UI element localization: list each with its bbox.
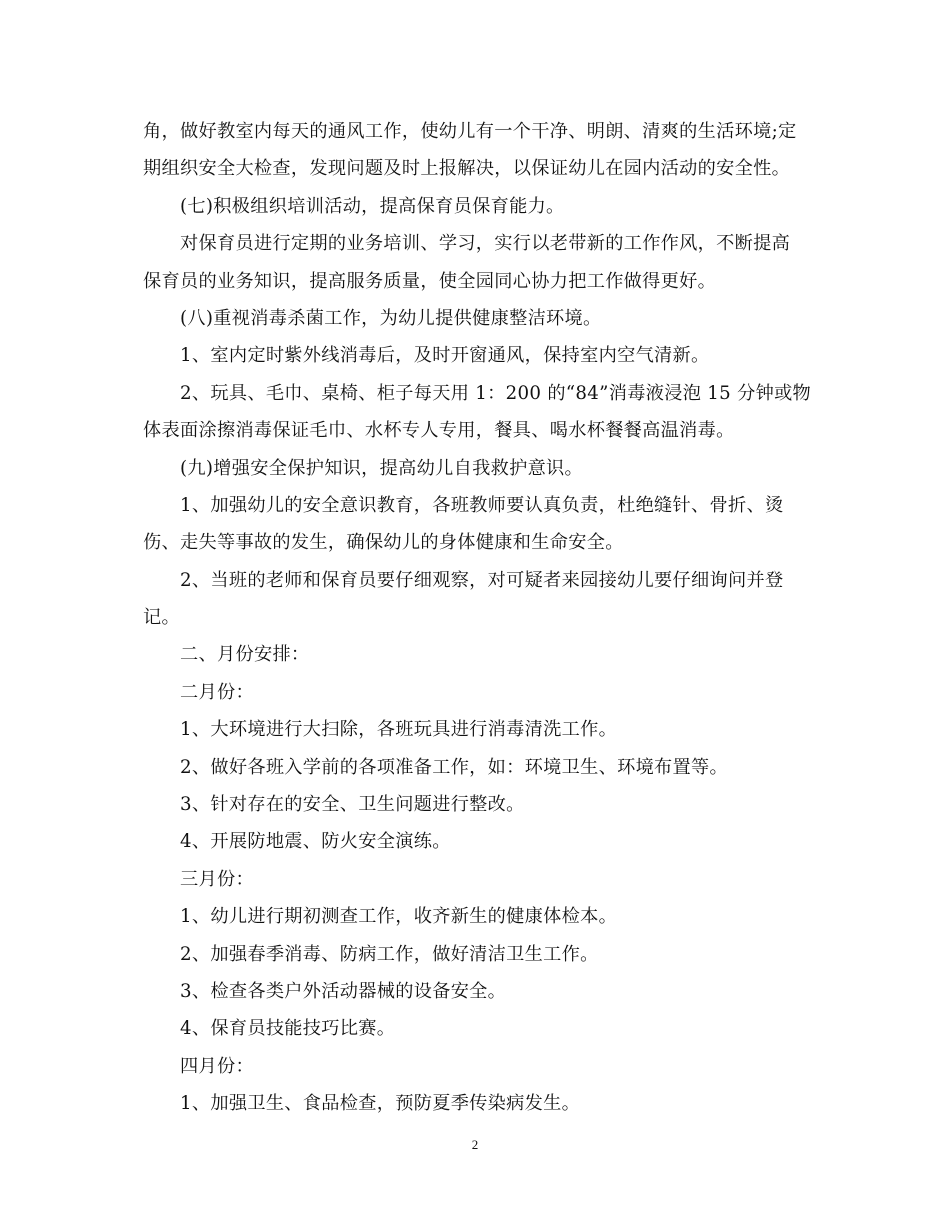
page-number: 2: [471, 1137, 479, 1152]
text-line: 1、大环境进行大扫除，各班玩具进行消毒清洗工作。: [180, 719, 618, 741]
text-line: (九)增强安全保护知识，提高幼儿自我救护意识。: [180, 457, 584, 479]
text-line: 保育员的业务知识，提高服务质量，使全园同心协力把工作做得更好。: [143, 270, 717, 292]
text-line: 1、幼儿进行期初测查工作，收齐新生的健康体检本。: [180, 906, 618, 928]
text-line: 1、加强卫生、食品检查，预防夏季传染病发生。: [180, 1093, 581, 1115]
text-line: 3、检查各类户外活动器械的设备安全。: [180, 980, 507, 1002]
text-line: 记。: [143, 607, 180, 629]
text-line: 四月份：: [180, 1055, 254, 1077]
text-line: 三月份：: [180, 868, 254, 890]
text-line: 期组织安全大检查，发现问题及时上报解决，以保证幼儿在园内活动的安全性。: [143, 158, 791, 180]
text-line: 体表面涂擦消毒保证毛巾、水杯专人专用，餐具、喝水杯餐餐高温消毒。: [143, 420, 735, 442]
text-line: 1、加强幼儿的安全意识教育，各班教师要认真负责，杜绝缝针、骨折、烫: [180, 494, 784, 516]
text-line: 2、做好各班入学前的各项准备工作，如：环境卫生、环境布置等。: [180, 756, 729, 778]
text-line: 2、玩具、毛巾、桌椅、柜子每天用 1：200 的“84”消毒液浸泡 15 分钟或物: [180, 382, 812, 404]
text-line: 3、针对存在的安全、卫生问题进行整改。: [180, 794, 525, 816]
text-line: 二月份：: [180, 681, 254, 703]
text-line: 4、开展防地震、防火安全演练。: [180, 831, 451, 853]
text-line: 4、保育员技能技巧比赛。: [180, 1018, 396, 1040]
text-line: 1、室内定时紫外线消毒后，及时开窗通风，保持室内空气清新。: [180, 345, 710, 367]
text-line: 二、月份安排：: [180, 644, 310, 666]
text-line: 对保育员进行定期的业务培训、学习，实行以老带新的工作作风，不断提高: [180, 233, 791, 255]
text-line: 2、加强春季消毒、防病工作，做好清洁卫生工作。: [180, 943, 599, 965]
text-line: (八)重视消毒杀菌工作，为幼儿提供健康整洁环境。: [180, 307, 602, 329]
text-line: 角，做好教室内每天的通风工作，使幼儿有一个干净、明朗、清爽的生活环境;定: [143, 121, 797, 142]
text-line: 伤、走失等事故的发生，确保幼儿的身体健康和生命安全。: [143, 532, 624, 554]
text-line: (七)积极组织培训活动，提高保育员保育能力。: [180, 195, 565, 217]
text-line: 2、当班的老师和保育员要仔细观察，对可疑者来园接幼儿要仔细询问并登: [180, 569, 784, 591]
document-body: [143, 113, 812, 1123]
